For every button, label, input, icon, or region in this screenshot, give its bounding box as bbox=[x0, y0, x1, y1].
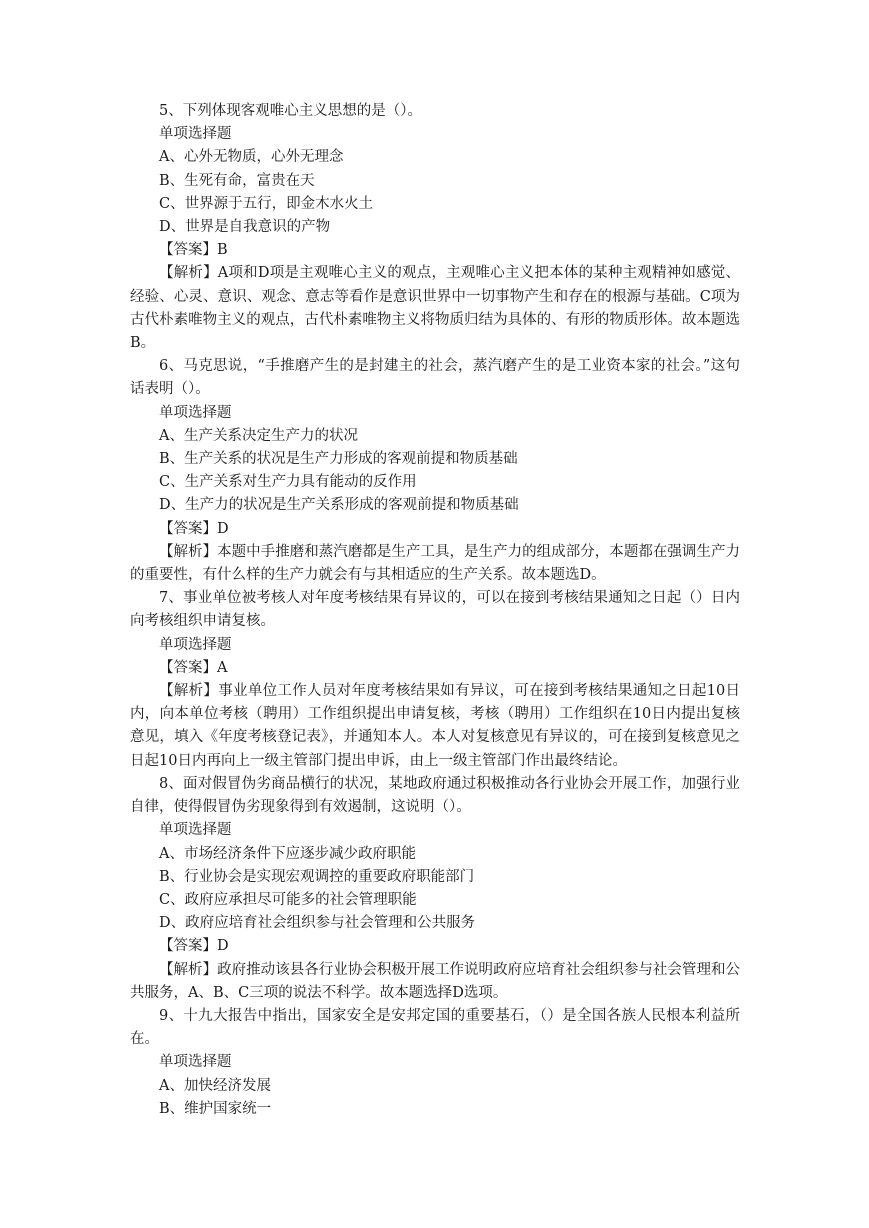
document-body bbox=[130, 100, 740, 1121]
option-d: D、政府应培育社会组织参与社会管理和公共服务 bbox=[159, 915, 476, 932]
analysis-paragraph: 【解析】A项和D项是主观唯心主义的观点，主观唯心主义把本体的某种主观精神如感觉、经验、心灵、意识、观念、意志等看作是意识世界中一切事物产生和存在的根源与基础。C项为古代朴素唯物主义的观点，古代朴素唯物主义将物质归结为具体的、有形的物质形体。故本题选B。 bbox=[130, 265, 740, 352]
analysis-paragraph: 【解析】政府推动该县各行业协会积极开展工作说明政府应培育社会组织参与社会管理和公共服务，A、B、C三项的说法不科学。故本题选择D选项。 bbox=[130, 961, 740, 1001]
answer-line: 【答案】D bbox=[159, 520, 229, 537]
question-block bbox=[130, 100, 740, 355]
question-type: 单项选择题 bbox=[159, 636, 232, 653]
analysis-paragraph: 【解析】本题中手推磨和蒸汽磨都是生产工具，是生产力的组成部分，本题都在强调生产力的重要性，有什么样的生产力就会有与其相适应的生产关系。故本题选D。 bbox=[130, 543, 740, 584]
question-type: 单项选择题 bbox=[159, 1054, 232, 1071]
option-b: B、生死有命，富贵在天 bbox=[159, 172, 315, 189]
option-a: A、心外无物质，心外无理念 bbox=[159, 149, 344, 166]
question-stem: 9、十九大报告中指出，国家安全是安邦定国的重要基石，（）是全国各族人民根本利益所在。 bbox=[130, 1007, 740, 1048]
answer-line: 【答案】B bbox=[159, 242, 228, 259]
option-d: D、世界是自我意识的产物 bbox=[159, 219, 331, 236]
option-c: C、世界源于五行，即金木水火土 bbox=[159, 195, 374, 212]
question-stem: 8、面对假冒伪劣商品横行的状况，某地政府通过积极推动各行业协会开展工作，加强行业自律，使得假冒伪劣现象得到有效遏制，这说明（）。 bbox=[130, 775, 740, 816]
question-block bbox=[130, 773, 740, 1005]
question-block bbox=[130, 1005, 740, 1121]
question-type: 单项选择题 bbox=[159, 822, 232, 839]
question-stem: 5、下列体现客观唯心主义思想的是（）。 bbox=[159, 103, 422, 119]
option-a: A、市场经济条件下应逐步减少政府职能 bbox=[159, 845, 416, 862]
analysis-paragraph: 【解析】事业单位工作人员对年度考核结果如有异议，可在接到考核结果通知之日起10日内，向本单位考核（聘用）工作组织提出申请复核，考核（聘用）工作组织在10日内提出复核意见，填入《年度考核登记表》，并通知本人。本人对复核意见有异议的，可在接到复核意见之日起10日内再向上一级主管部门提出申诉，由上一级主管部门作出最终结论。 bbox=[130, 683, 740, 769]
option-a: A、加快经济发展 bbox=[159, 1077, 271, 1094]
question-type: 单项选择题 bbox=[159, 404, 232, 421]
option-b: B、行业协会是实现宏观调控的重要政府职能部门 bbox=[159, 868, 475, 885]
answer-line: 【答案】A bbox=[159, 659, 228, 676]
question-block bbox=[130, 587, 740, 773]
answer-line: 【答案】D bbox=[159, 938, 229, 955]
option-c: C、政府应承担尽可能多的社会管理职能 bbox=[159, 891, 417, 908]
option-b: B、生产关系的状况是生产力形成的客观前提和物质基础 bbox=[159, 451, 518, 468]
option-d: D、生产力的状况是生产关系形成的客观前提和物质基础 bbox=[159, 497, 519, 514]
question-block bbox=[130, 355, 740, 587]
question-type: 单项选择题 bbox=[159, 126, 232, 143]
option-b: B、维护国家统一 bbox=[159, 1100, 272, 1117]
question-stem: 7、事业单位被考核人对年度考核结果有异议的，可以在接到考核结果通知之日起（）日内向考核组织申请复核。 bbox=[130, 590, 740, 630]
option-a: A、生产关系决定生产力的状况 bbox=[159, 427, 358, 444]
question-stem: 6、马克思说，“手推磨产生的是封建主的社会，蒸汽磨产生的是工业资本家的社会。”这句话表明（）。 bbox=[130, 358, 740, 398]
option-c: C、生产关系对生产力具有能动的反作用 bbox=[159, 474, 417, 491]
